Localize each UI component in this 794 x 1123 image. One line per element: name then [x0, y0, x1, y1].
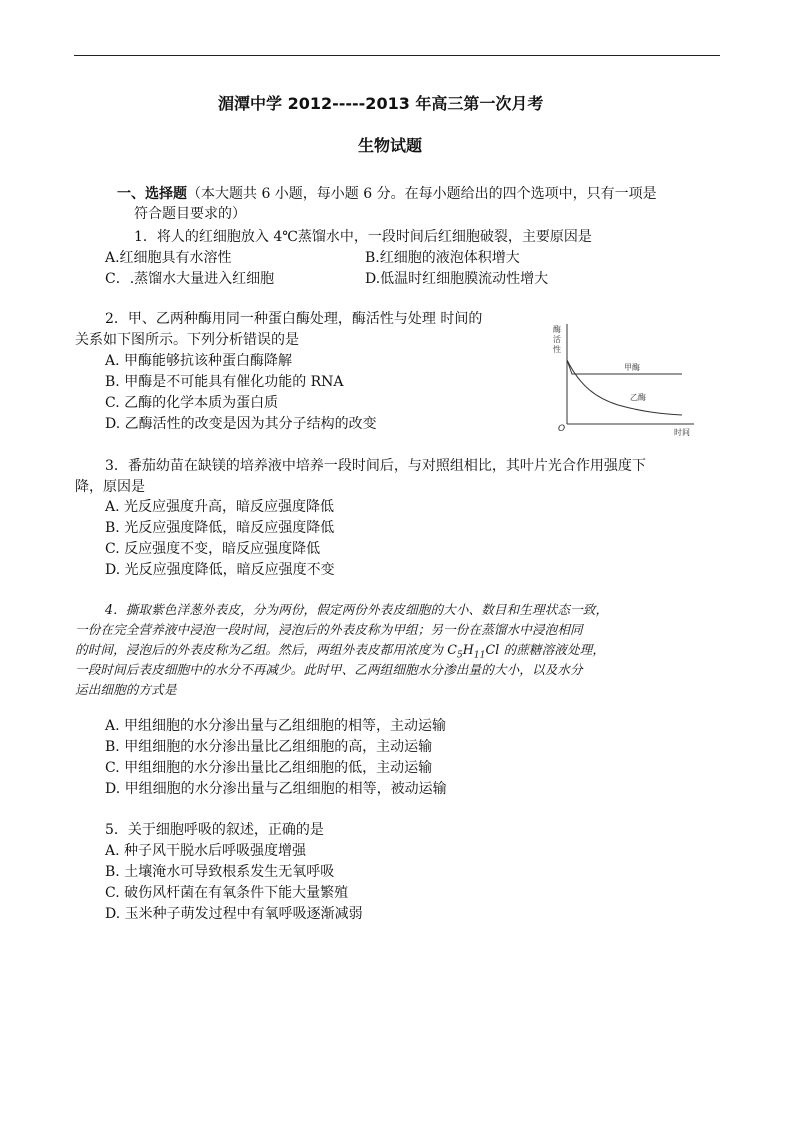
q4-stem-line4: 一段时间后表皮细胞中的水分不再减少。此时甲、乙两组细胞水分渗出量的大小，以及水分 [75, 662, 583, 677]
graph-ylabel-3: 性 [553, 345, 561, 354]
q2-option-c: C. 乙酶的化学本质为蛋白质 [105, 395, 279, 411]
graph-ylabel-2: 活 [553, 335, 561, 344]
q4-stem: 4．撕取紫色洋葱外表皮，分为两份，假定两份外表皮细胞的大小、数目和生理状态一致， [105, 602, 609, 617]
q2-stem-cont: 关系如下图所示。下列分析错误的是 [75, 332, 299, 348]
section-desc-cont: 符合题目要求的） [134, 206, 246, 222]
q1-option-b: B.红细胞的液泡体积增大 [365, 250, 520, 266]
q5-option-d: D. 玉米种子萌发过程中有氧呼吸逐渐减弱 [105, 906, 363, 922]
q4-option-d: D. 甲组细胞的水分渗出量与乙组细胞的相等，被动运输 [105, 781, 447, 797]
q3-stem-cont: 降，原因是 [75, 479, 145, 495]
q3-stem: 3．番茄幼苗在缺镁的培养液中培养一段时间后，与对照组相比，其叶片光合作用强度下 [105, 458, 646, 474]
q3-option-b: B. 光反应强度降低，暗反应强度降低 [105, 520, 335, 536]
q2-enzyme-graph [548, 318, 698, 444]
q4-stem-line5: 运出细胞的方式是 [75, 682, 177, 697]
top-rule [74, 55, 720, 56]
section-label: 一、选择题 [117, 186, 187, 202]
q4-option-c: C. 甲组细胞的水分渗出量比乙组细胞的低，主动运输 [105, 760, 433, 776]
q5-stem: 5．关于细胞呼吸的叙述，正确的是 [105, 822, 324, 838]
q2-option-a: A. 甲酶能够抗该种蛋白酶降解 [105, 353, 293, 369]
q4-option-a: A. 甲组细胞的水分渗出量与乙组细胞的相等，主动运输 [105, 718, 447, 734]
graph-ylabel-1: 酶 [553, 325, 561, 334]
q1-option-d: D.低温时红细胞膜流动性增大 [365, 271, 549, 287]
graph-label-yi: 乙酶 [630, 393, 646, 402]
q3-option-a: A. 光反应强度升高，暗反应强度降低 [105, 499, 335, 515]
q4-stem-line3: 的时间，浸泡后的外表皮称为乙组。然后，两组外表皮都用浓度为 $C_5H_{11}Cl$ 的蔗糖溶液处理， [75, 642, 606, 661]
graph-xlabel: 时间 [674, 428, 690, 437]
q2-stem: 2．甲、乙两种酶用同一种蛋白酶处理，酶活性与处理 时间的 [105, 311, 483, 327]
graph-label-jia: 甲酶 [624, 363, 640, 372]
q3-option-c: C. 反应强度不变，暗反应强度降低 [105, 541, 321, 557]
graph-origin: O [558, 424, 566, 434]
q2-option-d: D. 乙酶活性的改变是因为其分子结构的改变 [105, 416, 377, 432]
q5-option-b: B. 土壤淹水可导致根系发生无氧呼吸 [105, 864, 335, 880]
q4-stem-line2: 一份在完全营养液中浸泡一段时间，浸泡后的外表皮称为甲组；另一份在蒸馏水中浸泡相同 [75, 622, 583, 637]
section-heading [117, 184, 657, 204]
section-desc: （本大题共 6 小题，每小题 6 分。在每小题给出的四个选项中，只有一项是 [187, 186, 657, 202]
exam-subtitle: 生物试题 [358, 136, 423, 155]
q5-option-c: C. 破伤风杆菌在有氧条件下能大量繁殖 [105, 885, 349, 901]
q1-option-c: C．.蒸馏水大量进入红细胞 [105, 271, 275, 287]
q1-stem: 1．将人的红细胞放入 4℃蒸馏水中，一段时间后红细胞破裂，主要原因是 [134, 229, 592, 245]
exam-title: 湄潭中学 2012-----2013 年高三第一次月考 [218, 94, 544, 113]
q5-option-a: A. 种子风干脱水后呼吸强度增强 [105, 843, 307, 859]
q4-option-b: B. 甲组细胞的水分渗出量比乙组细胞的高，主动运输 [105, 739, 433, 755]
q2-option-b: B. 甲酶是不可能具有催化功能的 RNA [105, 374, 344, 390]
q1-option-a: A.红细胞具有水溶性 [105, 250, 232, 266]
q3-option-d: D. 光反应强度降低，暗反应强度不变 [105, 562, 335, 578]
